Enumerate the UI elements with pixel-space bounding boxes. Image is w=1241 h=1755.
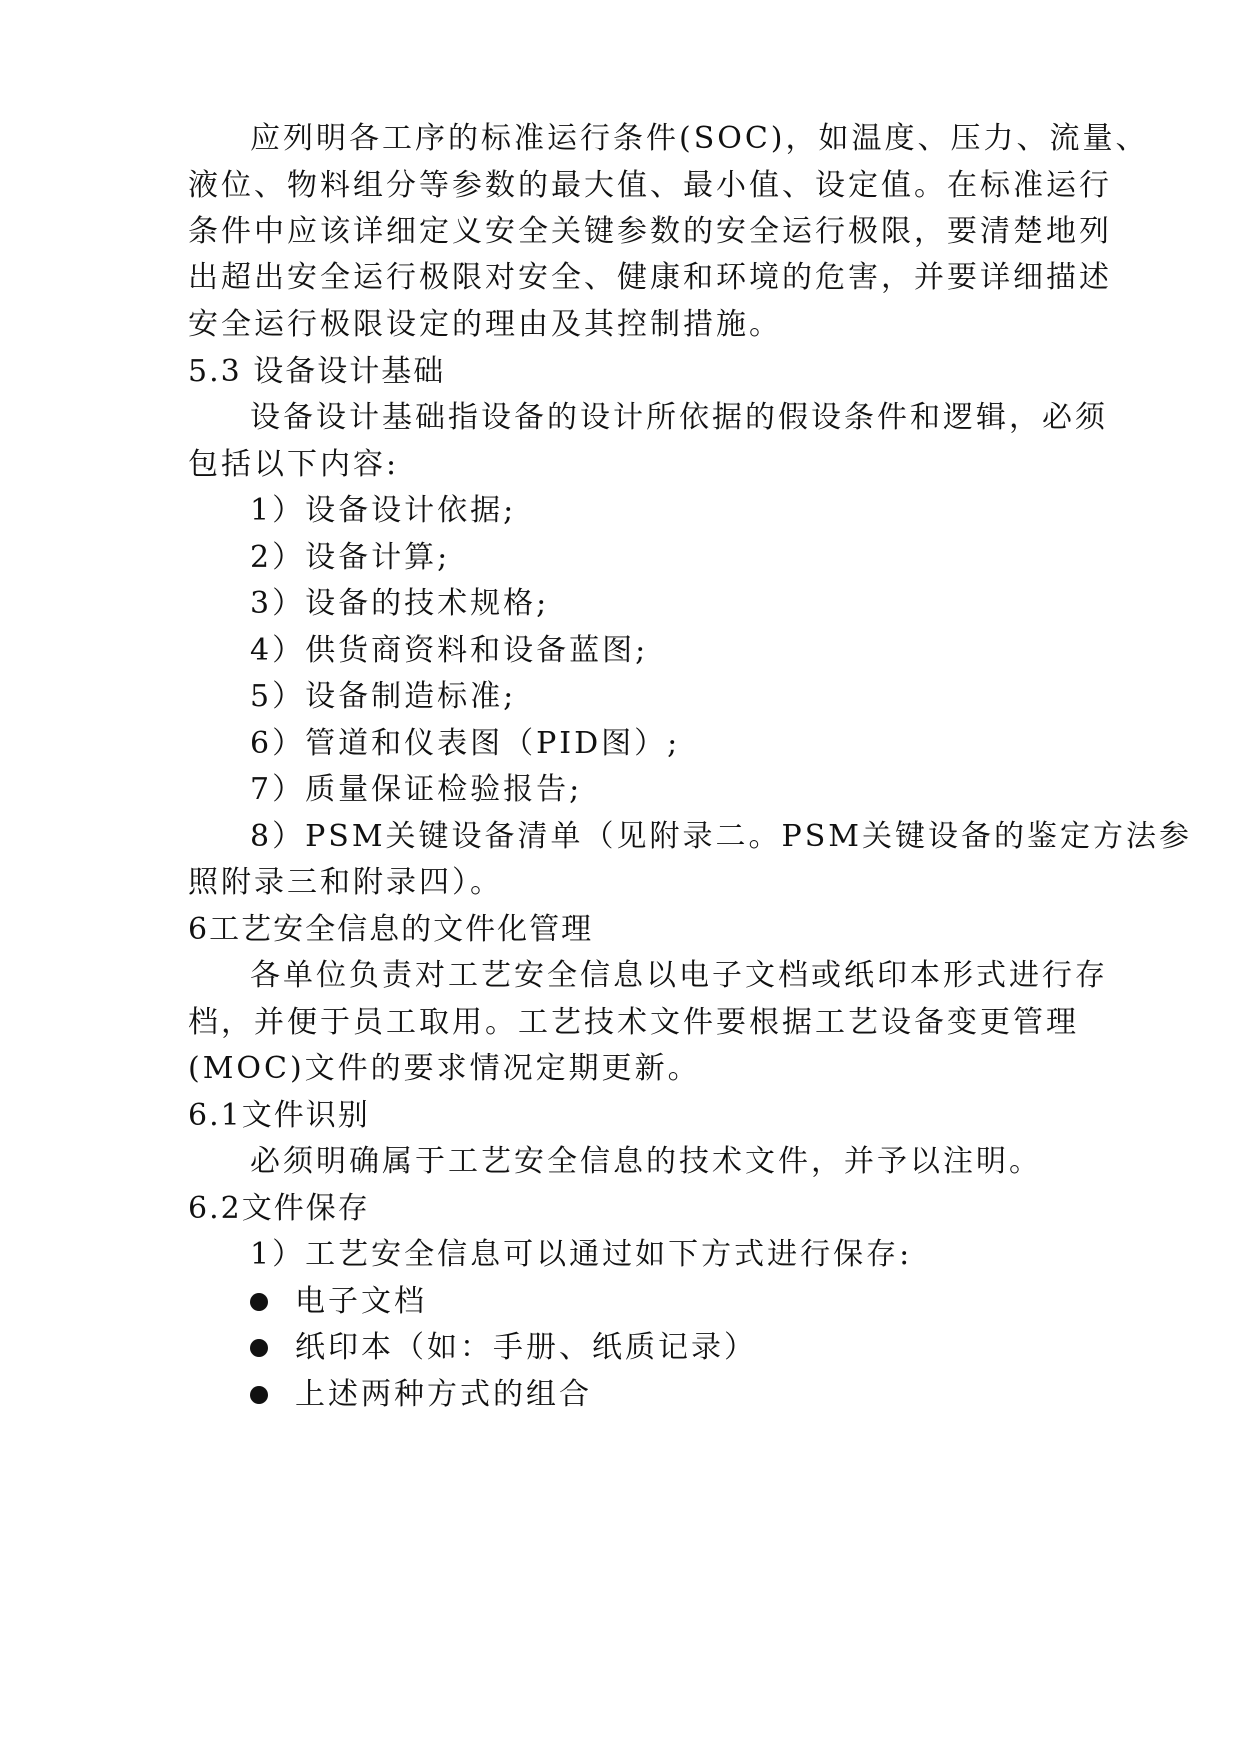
- section-6-1-text: 必须明确属于工艺安全信息的技术文件，并予以注明。: [250, 1144, 1042, 1179]
- section-6-1-heading: 6.1文件识别: [188, 1098, 370, 1133]
- equipment-item-2: 2）设备计算;: [250, 540, 451, 575]
- storage-bullet-3: 上述两种方式的组合: [295, 1377, 592, 1412]
- section-6-2-heading: 6.2文件保存: [188, 1191, 370, 1226]
- soc-paragraph-line-4: 出超出安全运行极限对安全、健康和环境的危害，并要详细描述: [188, 260, 1112, 295]
- soc-paragraph-line-3: 条件中应该详细定义安全关键参数的安全运行极限，要清楚地列: [188, 214, 1112, 249]
- storage-bullet-2: 纸印本（如：手册、纸质记录）: [295, 1330, 757, 1365]
- equipment-item-7: 7）质量保证检验报告;: [250, 772, 583, 807]
- equipment-item-4: 4）供货商资料和设备蓝图;: [250, 633, 649, 668]
- section-5-3-heading: 5.3 设备设计基础: [188, 354, 446, 389]
- equipment-item-6: 6）管道和仪表图（PID图）;: [250, 726, 681, 761]
- soc-paragraph-line-2: 液位、物料组分等参数的最大值、最小值、设定值。在标准运行: [188, 168, 1112, 203]
- soc-paragraph-line-1: 应列明各工序的标准运行条件(SOC)，如温度、压力、流量、: [250, 121, 1149, 156]
- storage-bullet-1: 电子文档: [295, 1284, 427, 1319]
- section-6-line-1: 各单位负责对工艺安全信息以电子文档或纸印本形式进行存: [250, 958, 1108, 993]
- equipment-item-8: 8）PSM关键设备清单（见附录二。PSM关键设备的鉴定方法参: [250, 819, 1192, 854]
- equipment-item-5: 5）设备制造标准;: [250, 679, 517, 714]
- equipment-item-1: 1）设备设计依据;: [250, 493, 517, 528]
- bullet-dot-1: [250, 1293, 268, 1311]
- soc-paragraph-line-5: 安全运行极限设定的理由及其控制措施。: [188, 307, 782, 342]
- section-5-3-intro-line-1: 设备设计基础指设备的设计所依据的假设条件和逻辑，必须: [250, 400, 1108, 435]
- section-5-3-intro-line-2: 包括以下内容:: [188, 447, 400, 482]
- equipment-item-3: 3）设备的技术规格;: [250, 586, 550, 621]
- bullet-dot-3: [250, 1386, 268, 1404]
- equipment-item-8-continuation: 照附录三和附录四）。: [188, 865, 503, 900]
- section-6-line-3: (MOC)文件的要求情况定期更新。: [188, 1051, 701, 1086]
- section-6-heading: 6工艺安全信息的文件化管理: [188, 912, 594, 947]
- section-6-line-2: 档，并便于员工取用。工艺技术文件要根据工艺设备变更管理: [188, 1005, 1079, 1040]
- bullet-dot-2: [250, 1339, 268, 1357]
- section-6-2-item-1: 1）工艺安全信息可以通过如下方式进行保存:: [250, 1237, 913, 1272]
